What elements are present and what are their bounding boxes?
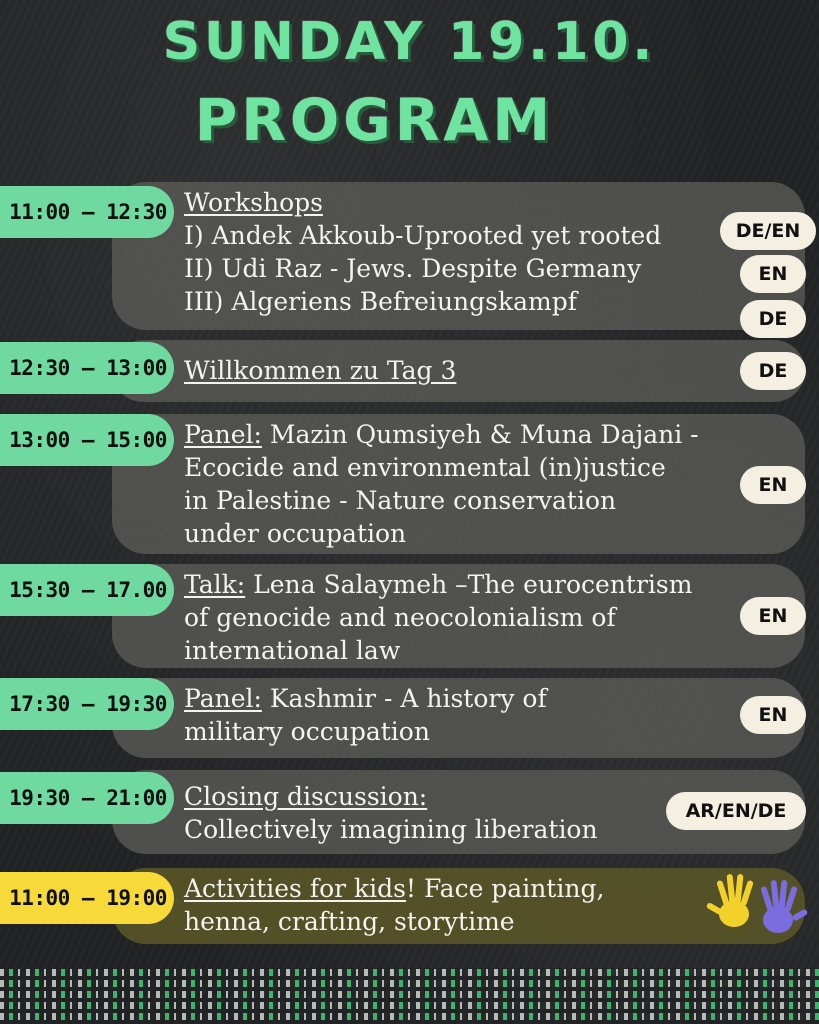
row-content — [184, 354, 739, 387]
program-row-panel-kashmir — [0, 678, 819, 758]
language-badge: AR/EN/DE — [666, 792, 806, 830]
program-row-kids-activities — [0, 868, 819, 944]
row-line: I) Andek Akkoub-Uprooted yet rooted — [184, 221, 662, 250]
row-content — [184, 186, 739, 318]
row-line: Mazin Qumsiyeh & Muna Dajani - — [261, 420, 699, 449]
page-title-line2: PROGRAM — [194, 86, 555, 154]
row-line: ! Face painting, — [406, 874, 605, 903]
row-line: Collectively imagining liberation — [184, 815, 598, 844]
time-badge: 19:30 – 21:00 — [0, 772, 174, 824]
time-badge: 11:00 – 12:30 — [0, 186, 174, 238]
hand-prints-icon — [700, 870, 808, 942]
row-line: of genocide and neocolonialism of — [184, 603, 616, 632]
row-title: Workshops — [184, 188, 323, 217]
row-line: international law — [184, 636, 401, 665]
row-line: Kashmir - A history of — [261, 684, 547, 713]
row-title: Closing discussion: — [184, 782, 428, 811]
row-line: Ecocide and environmental (in)justice — [184, 453, 666, 482]
language-badge: DE/EN — [720, 212, 816, 250]
row-content — [184, 418, 739, 550]
row-line: Lena Salaymeh –The eurocentrism — [245, 570, 693, 599]
language-badge: EN — [740, 466, 806, 504]
row-line: under occupation — [184, 519, 407, 548]
program-row-closing-discussion — [0, 770, 819, 854]
row-title: Talk: — [184, 570, 246, 599]
row-content — [184, 682, 739, 748]
row-title: Panel: — [184, 420, 262, 449]
row-content — [184, 568, 739, 667]
time-badge: 15:30 – 17.00 — [0, 564, 174, 616]
page-title-line1: SUNDAY 19.10. — [162, 12, 657, 72]
language-badge: EN — [740, 696, 806, 734]
program-row-workshops — [0, 182, 819, 330]
program-row-talk-eurocentrism — [0, 564, 819, 668]
row-content — [184, 780, 739, 846]
tatreez-border-pattern — [0, 968, 819, 1024]
program-row-panel-ecocide — [0, 414, 819, 554]
row-line: henna, crafting, storytime — [184, 907, 515, 936]
language-badge: DE — [740, 352, 806, 390]
time-badge: 13:00 – 15:00 — [0, 414, 174, 466]
row-title: Activities for kids — [184, 874, 407, 903]
time-badge: 17:30 – 19:30 — [0, 678, 174, 730]
row-line: III) Algeriens Befreiungskampf — [184, 287, 578, 316]
row-line: II) Udi Raz - Jews. Despite Germany — [184, 254, 642, 283]
row-title: Willkommen zu Tag 3 — [184, 356, 457, 385]
time-badge: 12:30 – 13:00 — [0, 342, 174, 394]
row-content — [184, 872, 739, 938]
time-badge: 11:00 – 19:00 — [0, 872, 174, 924]
program-row-welcome — [0, 340, 819, 402]
language-badge: EN — [740, 255, 806, 293]
language-badge: EN — [740, 597, 806, 635]
row-line: in Palestine - Nature conservation — [184, 486, 617, 515]
row-line: military occupation — [184, 717, 430, 746]
language-badge: DE — [740, 300, 806, 338]
row-title: Panel: — [184, 684, 262, 713]
